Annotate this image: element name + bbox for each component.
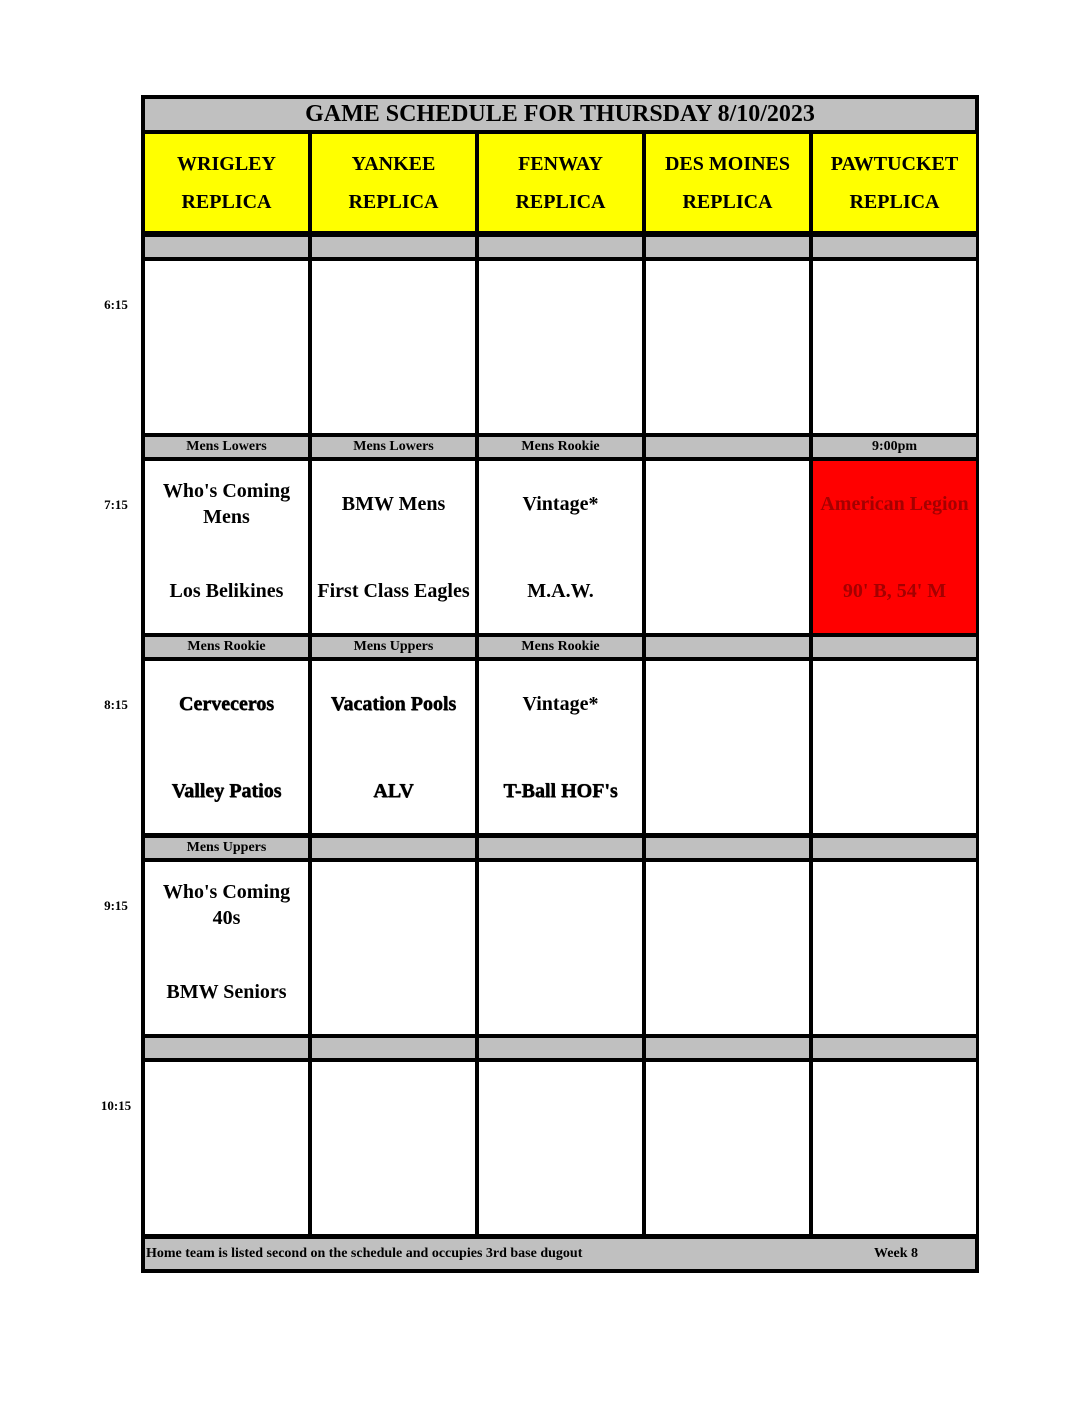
game-cell (813, 1062, 976, 1234)
time-label: 8:15 (104, 697, 128, 712)
division-label: Mens Rookie (479, 637, 642, 657)
division-label (145, 237, 308, 257)
home-team: ALV (373, 780, 414, 802)
venue-name: PAWTUCKET (830, 152, 959, 175)
game-cell (312, 862, 475, 1034)
division-label (479, 237, 642, 257)
venue-header-4 (646, 134, 809, 231)
away-team: Vintage* (522, 493, 599, 515)
game-cell (145, 1062, 308, 1234)
division-label (646, 237, 809, 257)
venue-subtitle: REPLICA (181, 190, 272, 213)
away-team: Who's Coming Mens (162, 480, 291, 528)
division-label (312, 838, 475, 858)
home-team: 90' B, 54' M (842, 580, 947, 602)
home-team: Valley Patios (171, 780, 282, 802)
time-label: 7:15 (104, 497, 128, 512)
away-team: Vintage* (522, 693, 599, 715)
venue-header-5 (813, 134, 976, 231)
game-cell (813, 862, 976, 1034)
venue-subtitle: REPLICA (682, 190, 773, 213)
division-label (479, 1038, 642, 1058)
venue-header-1 (145, 134, 308, 231)
division-label (646, 437, 809, 457)
division-label: Mens Uppers (312, 637, 475, 657)
game-cell (479, 461, 642, 633)
game-cell (145, 261, 308, 433)
home-team: Los Belikines (169, 580, 284, 602)
division-label: Mens Lowers (145, 437, 308, 457)
time-label: 9:15 (104, 898, 128, 913)
away-team: American Legion (820, 493, 969, 515)
game-cell (312, 661, 475, 833)
division-label (312, 1038, 475, 1058)
home-team: BMW Seniors (166, 981, 287, 1003)
game-cell (312, 1062, 475, 1234)
division-label: Mens Uppers (145, 838, 308, 858)
time-label: 10:15 (100, 1098, 132, 1113)
game-cell (479, 661, 642, 833)
home-team: M.A.W. (527, 580, 594, 602)
footer-bar (145, 1239, 975, 1269)
venue-name: YANKEE (351, 152, 436, 175)
division-label (646, 1038, 809, 1058)
division-label (646, 838, 809, 858)
away-team: BMW Mens (341, 493, 446, 515)
game-cell (646, 862, 809, 1034)
division-label: 9:00pm (813, 437, 976, 457)
venue-name: DES MOINES (664, 152, 791, 175)
game-cell (479, 1062, 642, 1234)
venue-subtitle: REPLICA (849, 190, 940, 213)
game-cell (145, 661, 308, 833)
game-cell (145, 461, 308, 633)
game-cell (479, 862, 642, 1034)
division-label (145, 1038, 308, 1058)
game-cell (312, 461, 475, 633)
division-label: Mens Rookie (479, 437, 642, 457)
home-team: T-Ball HOF's (503, 780, 618, 802)
game-cell (646, 1062, 809, 1234)
division-label (813, 838, 976, 858)
venue-header-2 (312, 134, 475, 231)
division-label (813, 1038, 976, 1058)
venue-name: FENWAY (518, 152, 603, 175)
venue-name: WRIGLEY (177, 152, 276, 175)
schedule-title: GAME SCHEDULE FOR THURSDAY 8/10/2023 (145, 99, 975, 130)
division-label (813, 237, 976, 257)
away-team: Cerveceros (178, 693, 275, 715)
division-label (813, 637, 976, 657)
venue-header-3 (479, 134, 642, 231)
time-label: 6:15 (104, 297, 128, 312)
game-cell (646, 661, 809, 833)
division-label: Mens Rookie (145, 637, 308, 657)
footer-note: Home team is listed second on the schedule and occupies 3rd base dugout (146, 1246, 583, 1261)
venue-subtitle: REPLICA (515, 190, 606, 213)
division-label (479, 838, 642, 858)
game-cell (646, 461, 809, 633)
game-cell (813, 261, 976, 433)
game-cell (312, 261, 475, 433)
division-label (312, 237, 475, 257)
game-cell (145, 862, 308, 1034)
game-cell (813, 461, 976, 633)
footer-week: Week 8 (874, 1246, 918, 1261)
away-team: Who's Coming 40s (162, 881, 291, 929)
division-label (646, 637, 809, 657)
game-cell (479, 261, 642, 433)
home-team: First Class Eagles (317, 580, 470, 602)
venue-subtitle: REPLICA (348, 190, 439, 213)
game-cell (813, 661, 976, 833)
away-team: Vacation Pools (330, 693, 457, 715)
game-cell (646, 261, 809, 433)
division-label: Mens Lowers (312, 437, 475, 457)
